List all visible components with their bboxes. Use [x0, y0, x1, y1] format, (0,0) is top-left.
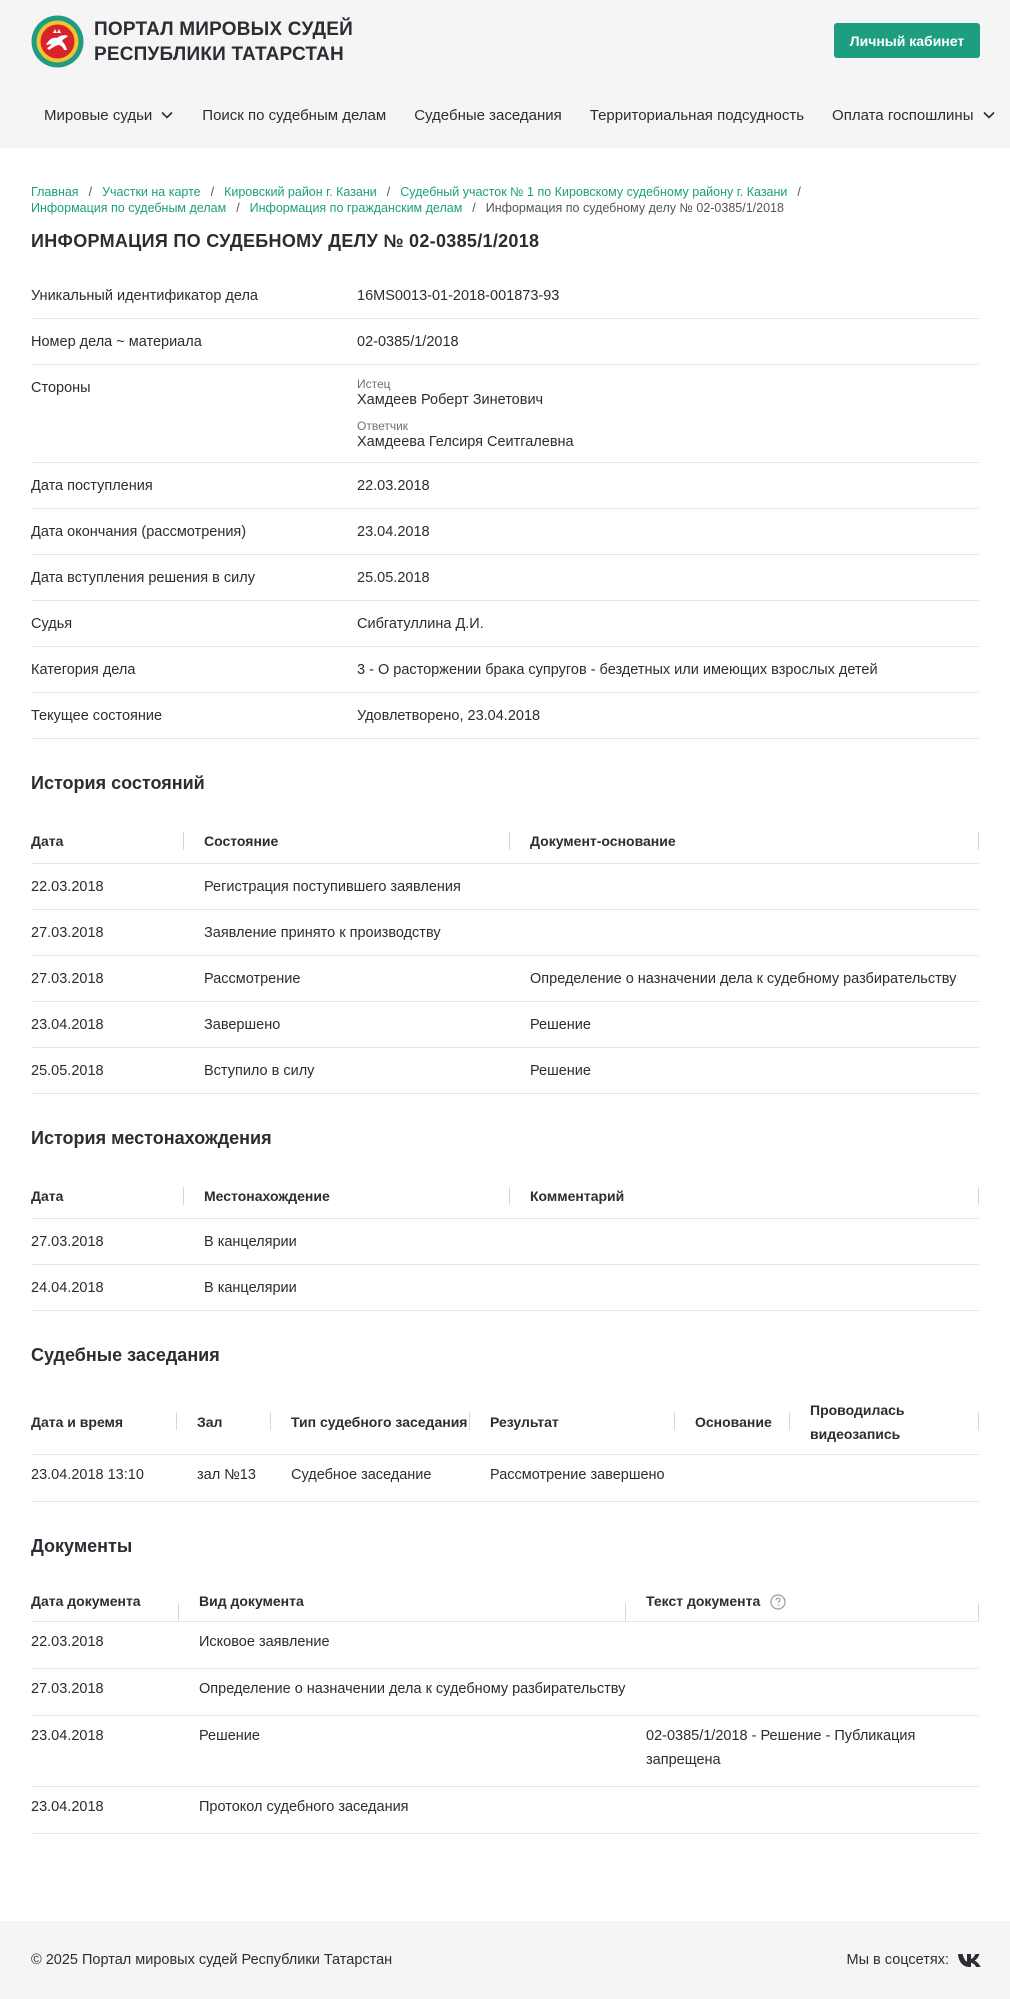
chevron-down-icon	[160, 108, 174, 122]
table-cell: Рассмотрение завершено	[470, 1455, 675, 1502]
copyright: © 2025 Портал мировых судей Республики Татарстан	[31, 1952, 393, 1968]
column-header: Дата и время	[31, 1390, 177, 1455]
table-cell: 22.03.2018	[31, 864, 184, 910]
status-history-row	[31, 956, 979, 1002]
info-row-uid	[31, 273, 979, 319]
info-row-status	[31, 693, 979, 739]
column-header: Основание	[675, 1390, 790, 1455]
nav-item-label: Поиск по судебным делам	[202, 106, 387, 124]
breadcrumb-current: Информация по судебному делу № 02-0385/1/2018	[485, 201, 784, 215]
table-cell: Вступило в силу	[184, 1048, 510, 1094]
column-header: Состояние	[184, 818, 510, 864]
page-title: ИНФОРМАЦИЯ ПО СУДЕБНОМУ ДЕЛУ № 02-0385/1/2018	[31, 231, 540, 251]
table-cell	[675, 1455, 790, 1502]
plaintiff-name: Хамдеев Роберт Зинетович	[357, 392, 544, 408]
chevron-down-icon	[982, 108, 996, 122]
location-history-body	[31, 1219, 979, 1311]
table-cell	[626, 1787, 979, 1834]
status-history-row	[31, 1048, 979, 1094]
breadcrumb-link[interactable]: Главная	[31, 185, 79, 199]
info-label: Уникальный идентификатор дела	[31, 288, 258, 304]
location-history-row	[31, 1265, 979, 1311]
column-header: Текст документа	[626, 1581, 979, 1622]
table-cell	[510, 1265, 979, 1311]
breadcrumb-link[interactable]: Кировский район г. Казани	[224, 185, 377, 199]
info-label: Дата поступления	[31, 478, 153, 494]
location-history-title: История местонахождения	[31, 1128, 272, 1148]
info-row-effective-date	[31, 555, 979, 601]
documents-table	[31, 1581, 979, 1834]
table-cell	[626, 1669, 979, 1716]
site-title[interactable]	[94, 17, 353, 67]
status-history-row	[31, 1002, 979, 1048]
nav-item-fee-payment[interactable]	[818, 107, 1009, 124]
table-cell: Исковое заявление	[179, 1622, 626, 1669]
case-info-table	[31, 273, 979, 739]
table-cell: Решение	[510, 1002, 979, 1048]
table-cell: 24.04.2018	[31, 1265, 184, 1311]
table-cell	[790, 1455, 979, 1502]
nav-item-justices[interactable]	[30, 107, 188, 124]
hearings-title: Судебные заседания	[31, 1345, 220, 1365]
table-cell: Регистрация поступившего заявления	[184, 864, 510, 910]
info-row-end-date	[31, 509, 979, 555]
parties-list	[357, 377, 979, 451]
table-cell: Рассмотрение	[184, 956, 510, 1002]
status-history-row	[31, 864, 979, 910]
table-cell: Решение	[179, 1716, 626, 1787]
info-row-number	[31, 319, 979, 365]
table-cell	[510, 864, 979, 910]
info-value: Сибгатуллина Д.И.	[357, 616, 484, 632]
table-cell: 23.04.2018 13:10	[31, 1455, 177, 1502]
table-cell: Протокол судебного заседания	[179, 1787, 626, 1834]
table-cell	[626, 1622, 979, 1669]
column-header: Дата документа	[31, 1581, 179, 1622]
hearing-row	[31, 1455, 979, 1502]
info-row-parties	[31, 365, 979, 463]
documents-body	[31, 1622, 979, 1834]
breadcrumb-link[interactable]: Информация по гражданским делам	[249, 201, 463, 215]
column-header: Зал	[177, 1390, 271, 1455]
column-header: Комментарий	[510, 1173, 979, 1219]
breadcrumb-link[interactable]: Судебный участок № 1 по Кировскому судебному району г. Казани	[400, 185, 788, 199]
column-header: Местонахождение	[184, 1173, 510, 1219]
status-history-body	[31, 864, 979, 1094]
info-value: 16MS0013-01-2018-001873-93	[357, 288, 560, 304]
social-links	[847, 1952, 983, 1968]
hearings-table	[31, 1390, 979, 1502]
table-cell: зал №13	[177, 1455, 271, 1502]
info-value: 3 - О расторжении брака супругов - бездетных или имеющих взрослых детей	[357, 662, 878, 678]
info-value: 23.04.2018	[357, 524, 430, 540]
table-cell: 23.04.2018	[31, 1716, 179, 1787]
breadcrumb-link[interactable]: Информация по судебным делам	[31, 201, 227, 215]
status-history-title: История состояний	[31, 773, 205, 793]
nav-item-hearings[interactable]	[400, 107, 576, 124]
plaintiff-role: Истец	[357, 377, 391, 391]
info-label: Текущее состояние	[31, 708, 163, 724]
table-header-row	[31, 1390, 979, 1455]
table-cell: Завершено	[184, 1002, 510, 1048]
site-footer	[0, 1921, 1010, 1999]
breadcrumb: Главная / Участки на карте / Кировский район г. Казани / Судебный участок № 1 по Кировскому судебному району г. Казани / Информация по судебным делам / Информация по гражданским делам / Информация по судебному делу № 02-0385/1/2018	[31, 185, 801, 215]
nav-item-label: Мировые судьи	[44, 106, 153, 124]
table-header-row	[31, 818, 979, 864]
info-value: 22.03.2018	[357, 478, 430, 494]
info-label: Номер дела ~ материала	[31, 334, 202, 350]
table-cell: Судебное заседание	[271, 1455, 470, 1502]
site-title-line2: РЕСПУБЛИКИ ТАТАРСТАН	[94, 44, 344, 65]
info-label: Категория дела	[31, 662, 136, 678]
table-cell: В канцелярии	[184, 1219, 510, 1265]
table-cell: 02-0385/1/2018 - Решение - Публикация запрещена	[626, 1716, 979, 1787]
column-header: Вид документа	[179, 1581, 626, 1622]
table-cell: 27.03.2018	[31, 1219, 184, 1265]
column-header: Результат	[470, 1390, 675, 1455]
info-value: 02-0385/1/2018	[357, 334, 459, 350]
nav-item-jurisdiction[interactable]	[576, 107, 818, 124]
table-cell: 27.03.2018	[31, 910, 184, 956]
table-cell: Определение о назначении дела к судебному разбирательству	[179, 1669, 626, 1716]
documents-title: Документы	[31, 1536, 133, 1556]
location-history-table	[31, 1173, 979, 1311]
hearings-body	[31, 1455, 979, 1502]
nav-item-label: Территориальная подсудность	[589, 106, 805, 124]
main-nav	[30, 104, 1010, 126]
vk-icon[interactable]	[957, 1952, 983, 1968]
table-header-row	[31, 1581, 979, 1622]
personal-cabinet-button[interactable]: Личный кабинет	[834, 23, 980, 58]
info-row-received	[31, 463, 979, 509]
defendant-name: Хамдеева Гелсиря Сеитгалевна	[357, 434, 574, 450]
table-cell: Решение	[510, 1048, 979, 1094]
table-cell	[510, 910, 979, 956]
document-row	[31, 1716, 979, 1787]
location-history-row	[31, 1219, 979, 1265]
column-header: Дата	[31, 818, 184, 864]
info-row-judge	[31, 601, 979, 647]
document-row	[31, 1787, 979, 1834]
column-header: Проводилась видеозапись	[790, 1390, 979, 1455]
status-history-table	[31, 818, 979, 1094]
table-cell: 23.04.2018	[31, 1787, 179, 1834]
column-header: Тип судебного заседания	[271, 1390, 470, 1455]
table-cell: 23.04.2018	[31, 1002, 184, 1048]
table-cell: Определение о назначении дела к судебному разбирательству	[510, 956, 979, 1002]
table-cell: 27.03.2018	[31, 956, 184, 1002]
table-cell: Заявление принято к производству	[184, 910, 510, 956]
info-label: Стороны	[31, 380, 91, 396]
social-label: Мы в соцсетях:	[846, 1952, 949, 1968]
site-header	[0, 0, 1010, 148]
site-title-line1: ПОРТАЛ МИРОВЫХ СУДЕЙ	[94, 19, 353, 40]
nav-item-case-search[interactable]	[188, 107, 400, 124]
info-value: 25.05.2018	[357, 570, 430, 586]
breadcrumb-link[interactable]: Участки на карте	[102, 185, 201, 199]
nav-item-label: Судебные заседания	[414, 106, 562, 124]
info-row-category	[31, 647, 979, 693]
document-row	[31, 1669, 979, 1716]
document-row	[31, 1622, 979, 1669]
table-cell: 25.05.2018	[31, 1048, 184, 1094]
table-cell	[510, 1219, 979, 1265]
column-header: Документ-основание	[510, 818, 979, 864]
info-label: Дата окончания (рассмотрения)	[31, 524, 247, 540]
table-cell: В канцелярии	[184, 1265, 510, 1311]
defendant-role: Ответчик	[357, 419, 409, 433]
help-circle-icon[interactable]	[770, 1594, 786, 1610]
tatarstan-emblem-icon[interactable]	[31, 15, 84, 68]
main-content	[31, 184, 979, 1834]
table-cell: 22.03.2018	[31, 1622, 179, 1669]
nav-item-label: Оплата госпошлины	[832, 106, 974, 124]
info-value: Удовлетворено, 23.04.2018	[357, 708, 541, 724]
status-history-row	[31, 910, 979, 956]
table-header-row	[31, 1173, 979, 1219]
column-header: Дата	[31, 1173, 184, 1219]
info-label: Судья	[31, 616, 73, 632]
table-cell: 27.03.2018	[31, 1669, 179, 1716]
info-label: Дата вступления решения в силу	[31, 570, 255, 586]
